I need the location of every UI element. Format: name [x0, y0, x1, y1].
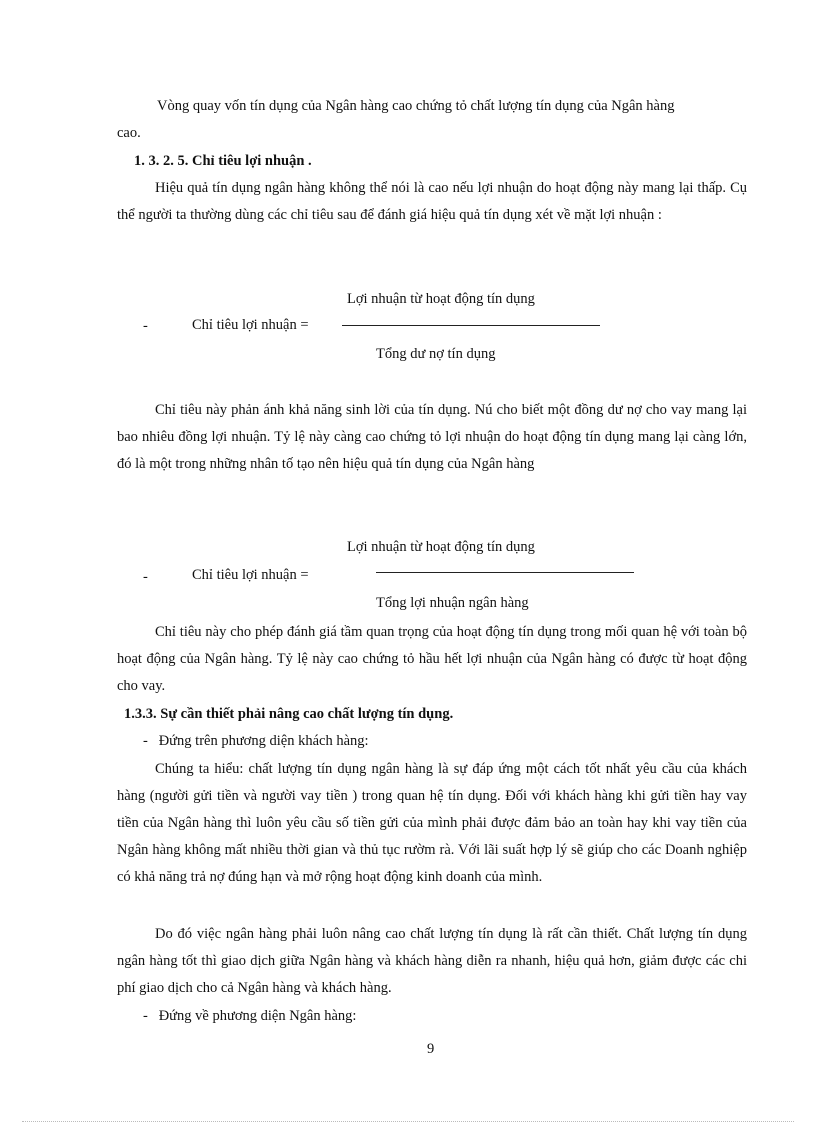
formula-2-label: Chỉ tiêu lợi nhuận =	[192, 567, 309, 583]
section-heading-1325: 1. 3. 2. 5. Chỉ tiêu lợi nhuận .	[134, 153, 312, 169]
paragraph-chung-ta: Chúng ta hiểu: chất lượng tín dụng ngân hàng là sự đáp ứng một cách tốt nhất yêu cầu của khách hàng (người gửi tiền và người vay tiền ) trong quan hệ tín dụng. Đối với khách hàng khi gửi tiền hay vay tiền của Ngân hàng thì luôn yêu cầu số tiền gửi của mình phải được đảm bảo an toàn hay khi vay tiền của Ngân hàng không mất nhiều thời gian và thủ tục rườm rà. Với lãi suất hợp lý sẽ giúp cho các Doanh nghiệp có khả năng trả nợ đúng hạn và mở rộng hoạt động kinh doanh của mình.	[117, 761, 747, 885]
formula-1-dash: -	[143, 318, 148, 334]
formula-2-dash: -	[143, 569, 148, 585]
paragraph-vong-quay-line1: Vòng quay vốn tín dụng của Ngân hàng cao chứng tỏ chất lượng tín dụng của Ngân hàng	[157, 98, 675, 114]
bullet-ngan-hang: - Đứng về phương diện Ngân hàng:	[143, 1008, 357, 1024]
paragraph-vong-quay-line2: cao.	[117, 125, 141, 141]
section-heading-133: 1.3.3. Sự cần thiết phải nâng cao chất lượng tín dụng.	[124, 706, 454, 722]
formula-1-numerator: Lợi nhuận từ hoạt động tín dụng	[347, 291, 535, 307]
formula-2-denominator: Tổng lợi nhuận ngân hàng	[376, 595, 529, 611]
formula-2-numerator: Lợi nhuận từ hoạt động tín dụng	[347, 539, 535, 555]
page-number: 9	[427, 1041, 435, 1057]
page-bottom-divider	[22, 1121, 794, 1122]
paragraph-hieu-qua: Hiệu quả tín dụng ngân hàng không thể nói là cao nếu lợi nhuận do hoạt động này mang lại thấp. Cụ thể người ta thường dùng các chỉ tiêu sau để đánh giá hiệu quả tín dụng xét về mặt lợi nhuận :	[117, 180, 747, 223]
paragraph-do-do: Do đó việc ngân hàng phải luôn nâng cao chất lượng tín dụng là rất cần thiết. Chất lượng tín dụng ngân hàng tốt thì giao dịch giữa Ngân hàng và khách hàng diễn ra nhanh, hiệu quả hơn, giảm được các chi phí giao dịch cho cả Ngân hàng và khách hàng.	[117, 926, 747, 996]
formula-1-label: Chỉ tiêu lợi nhuận =	[192, 317, 309, 333]
formula-2-fraction-bar	[376, 572, 634, 573]
formula-1-fraction-bar	[342, 325, 600, 326]
formula-1-denominator: Tổng dư nợ tín dụng	[376, 346, 496, 362]
paragraph-cho-phep: Chỉ tiêu này cho phép đánh giá tầm quan trọng của hoạt động tín dụng trong mối quan hệ với toàn bộ hoạt động của Ngân hàng. Tỷ lệ này cao chứng tỏ hầu hết lợi nhuận của Ngân hàng có được từ hoạt động cho vay.	[117, 624, 747, 694]
paragraph-phan-anh: Chỉ tiêu này phản ánh khả năng sinh lời của tín dụng. Nú cho biết một đồng dư nợ cho vay mang lại bao nhiêu đồng lợi nhuận. Tỷ lệ này càng cao chứng tỏ lợi nhuận do hoạt động tín dụng mang lại càng lớn, đó là một trong những nhân tố tạo nên hiệu quả tín dụng của Ngân hàng	[117, 402, 747, 472]
bullet-khach-hang: - Đứng trên phương diện khách hàng:	[143, 733, 369, 749]
